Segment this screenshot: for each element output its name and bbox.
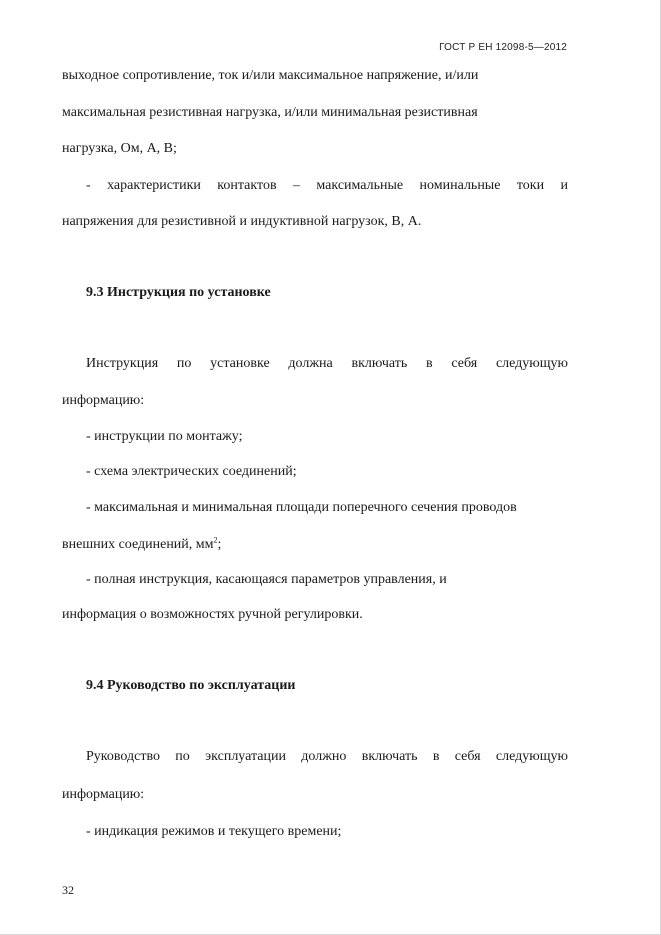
section-heading-9-4: 9.4 Руководство по эксплуатации [86, 678, 296, 693]
paragraph-line: напряжения для резистивной и индуктивной нагрузок, В, А. [62, 214, 422, 229]
paragraph-line: нагрузка, Ом, А, В; [62, 141, 177, 156]
paragraph-line: информацию: [62, 787, 145, 802]
list-item: - инструкции по монтажу; [86, 429, 243, 444]
paragraph-line: Руководство по эксплуатации должно включать в себя следующую [86, 749, 568, 764]
document-header: ГОСТ Р ЕН 12098-5—2012 [439, 42, 567, 53]
list-item: - полная инструкция, касающаяся параметров управления, и [86, 572, 447, 587]
superscript: 2 [213, 535, 218, 545]
list-item: - индикация режимов и текущего времени; [86, 824, 342, 839]
paragraph-line: выходное сопротивление, ток и/или максимальное напряжение, и/или [62, 68, 479, 83]
paragraph-line: информация о возможностях ручной регулировки. [62, 607, 363, 622]
paragraph-line: Инструкция по установке должна включать в себя следующую [86, 356, 568, 371]
list-item: - схема электрических соединений; [86, 464, 297, 479]
section-heading-9-3: 9.3 Инструкция по установке [86, 285, 271, 300]
page-number: 32 [62, 883, 74, 897]
paragraph-line [62, 536, 568, 554]
paragraph-line: максимальная резистивная нагрузка, и/или минимальная резистивная [62, 105, 478, 120]
text-span: внешних соединений, мм [62, 537, 214, 552]
list-item-contacts: - характеристики контактов – максимальные номинальные токи и [86, 178, 568, 193]
paragraph-line: информацию: [62, 393, 145, 408]
text-span: ; [217, 537, 222, 552]
list-item: - максимальная и минимальная площади поперечного сечения проводов [86, 500, 517, 515]
